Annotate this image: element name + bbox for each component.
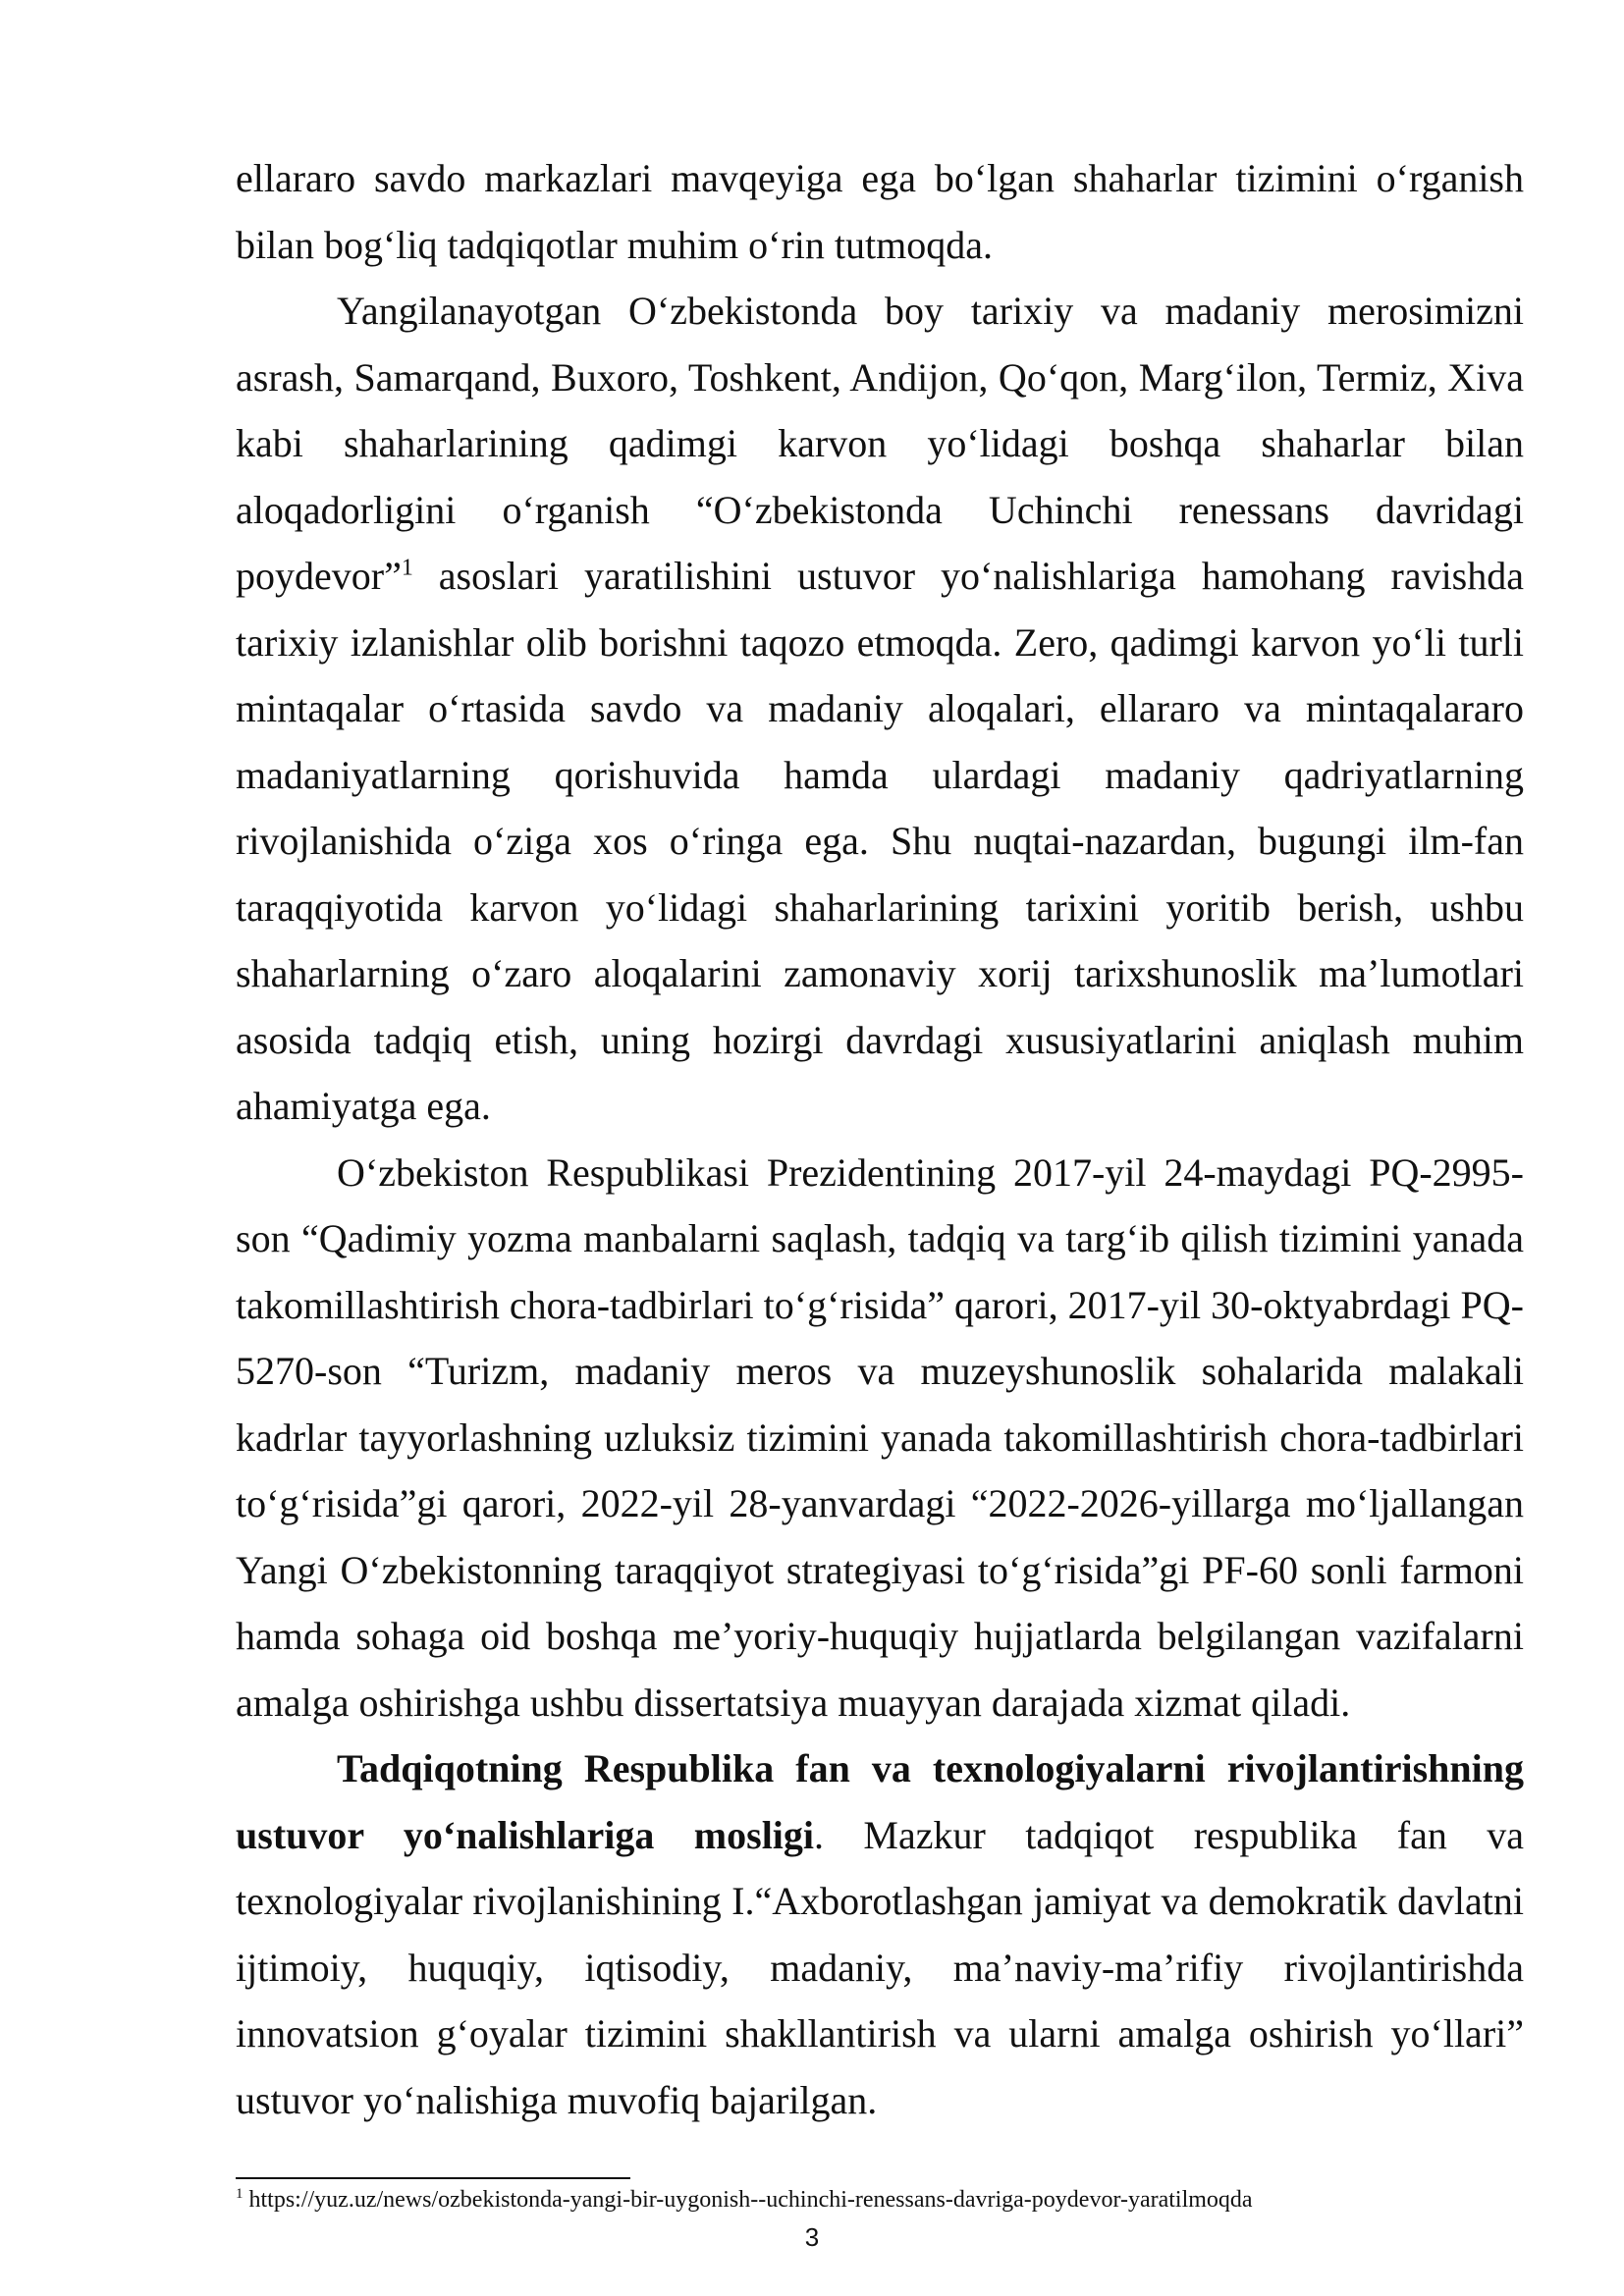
page-number: 3 xyxy=(804,2222,820,2252)
footnote-reference[interactable]: 1 xyxy=(401,555,413,581)
paragraph-3: O‘zbekiston Respublikasi Prezidentining 2017-yil 24-maydagi PQ-2995-son “Qadimiy yozma manbalarni saqlash, tadqiq va targ‘ib qilish tizimini yanada takomillashtirish chora-tadbirlari to‘g‘risida” qarori, 2017-yil 30-oktyabrdagi PQ-5270-son “Turizm, madaniy meros va muzeyshunoslik sohalarida malakali kadrlar tayyorlashning uzluksiz tizimini yanada takomillashtirish chora-tadbirlari to‘g‘risida”gi qarori, 2022-yil 28-yanvardagi “2022-2026-yillarga mo‘ljallangan Yangi O‘zbekistonning taraqqiyot strategiyasi to‘g‘risida”gi PF-60 sonli farmoni hamda sohaga oid boshqa me’yoriy-huquqiy hujjatlarda belgilangan vazifalarni amalga oshirishga ushbu dissertatsiya muayyan darajada xizmat qiladi. xyxy=(236,1149,1524,1725)
paragraph-4-text: . Mazkur tadqiqot respublika fan va texnologiyalar rivojlanishining I.“Axborotlashgan jamiyat va demokratik davlatni ijtimoiy, huquqiy, iqtisodiy, madaniy, ma’naviy-ma’rifiy rivojlantirishda innovatsion g‘oyalar tizimini shakllantirish va ularni amalga oshirish yo‘llari” ustuvor yo‘nalishiga muvofiq bajarilgan. xyxy=(236,1812,1524,2122)
footnote-link[interactable]: https://yuz.uz/news/ozbekistonda-yangi-bir-uygonish--uchinchi-renessans-davriga-poydevor-yaratilmoqda xyxy=(243,2187,1253,2213)
paragraph-4 xyxy=(236,1735,1524,2133)
footnote-separator xyxy=(236,2177,630,2179)
paragraph-2 xyxy=(236,278,1524,1140)
paragraph-2-text-b: asoslari yaratilishini ustuvor yo‘nalishlariga hamohang ravishda tarixiy izlanishlar olib borishni taqozo etmoqda. Zero, qadimgi karvon yo‘li turli mintaqalar o‘rtasida savdo va madaniy aloqalari, ellararo va mintaqalararo madaniyatlarning qorishuvida hamda ulardagi madaniy qadriyatlarning rivojlanishida o‘ziga xos o‘ringa ega. Shu nuqtai-nazardan, bugungi ilm-fan taraqqiyotida karvon yo‘lidagi shaharlarining tarixini yoritib berish, ushbu shaharlarning o‘zaro aloqalarini zamonaviy xorij tarixshunoslik ma’lumotlari asosida tadqiq etish, uning hozirgi davrdagi xususiyatlarini aniqlash muhim ahamiyatga ega. xyxy=(236,554,1524,1128)
footnote xyxy=(236,2185,1524,2215)
footnote-marker: 1 xyxy=(236,2186,244,2202)
paragraph-2-text-a: Yangilanayotgan O‘zbekistonda boy tarixiy va madaniy merosimizni asrash, Samarqand, Buxoro, Toshkent, Andijon, Qo‘qon, Marg‘ilon, Termiz, Xiva kabi shaharlarining qadimgi karvon yo‘lidagi boshqa shaharlar bilan aloqadorligini o‘rganish “O‘zbekistonda Uchinchi renessans davridagi poydevor” xyxy=(236,289,1524,598)
page-body xyxy=(236,145,1524,2133)
paragraph-1: ellararo savdo markazlari mavqeyiga ega bo‘lgan shaharlar tizimini o‘rganish bilan bog‘liq tadqiqotlar muhim o‘rin tutmoqda. xyxy=(236,156,1524,267)
section-heading-inline: Tadqiqotning Respublika fan va texnologiyalarni rivojlantirishning ustuvor yo‘nalishlariga mosligi xyxy=(236,1746,1524,1857)
